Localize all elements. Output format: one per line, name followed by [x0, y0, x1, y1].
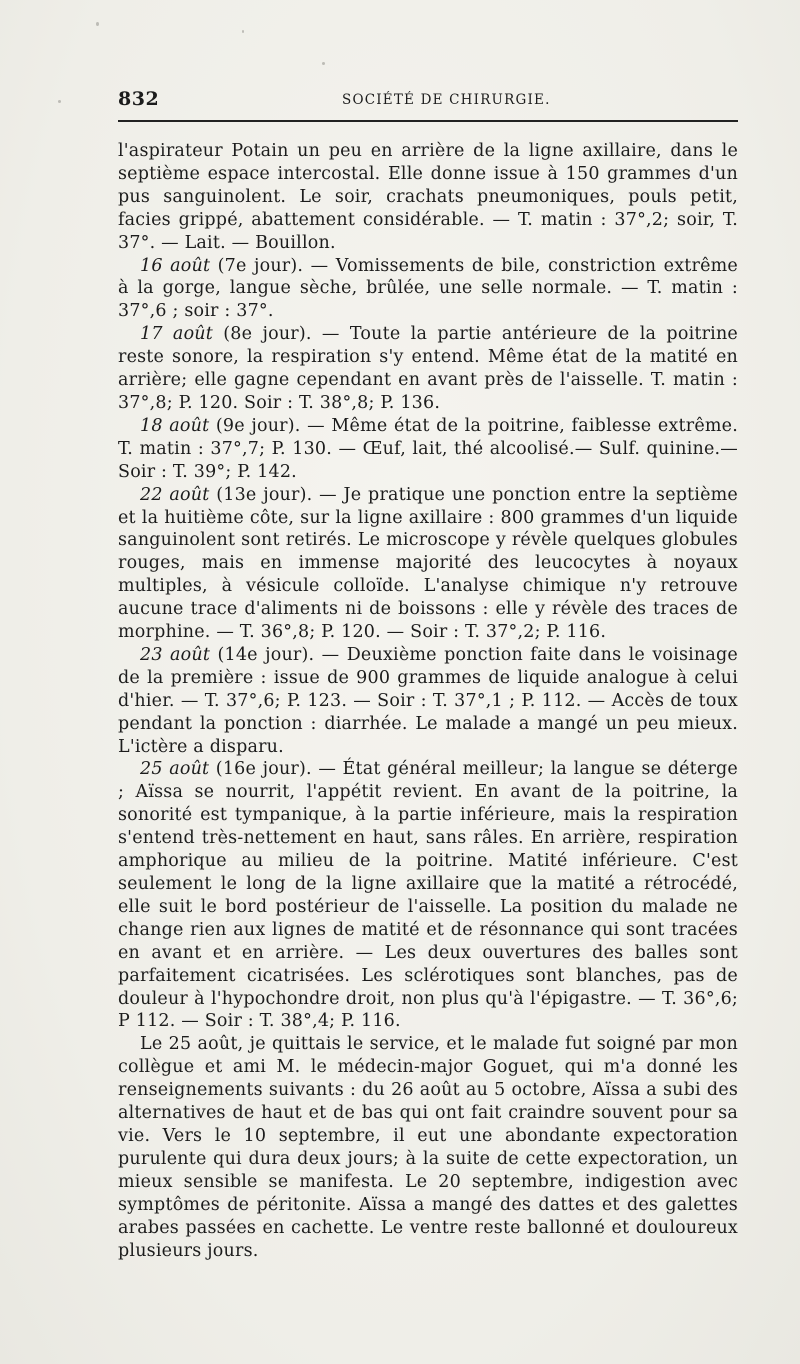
paragraph-text: (9e jour). — Même état de la poitrine, faiblesse extrême. T. matin : 37°,7; P. 130. — Œuf, lait, thé alcoolisé.— Sulf. quinine.— Soir : T. 39°; P. 142.	[118, 415, 738, 482]
paragraph-text: (8e jour). — Toute la partie antérieure de la poitrine reste sonore, la respiration s'y entend. Même état de la matité en arrière; elle gagne cependant en avant près de l'aisselle. T. matin : 37°,8; P. 120. Soir : T. 38°,8; P. 136.	[118, 324, 738, 413]
paragraph-text: l'aspirateur Potain un peu en arrière de la ligne axillaire, dans le septième espace intercostal. Elle donne issue à 150 grammes d'un pus sanguinolent. Le soir, crachats pneumoniques, pouls petit, facies grippé, abattement considérable. — T. matin : 37°,2; soir, T. 37°. — Lait. — Bouillon.	[118, 141, 738, 253]
paragraph	[118, 644, 738, 759]
paragraph	[118, 140, 738, 255]
paragraph	[118, 255, 738, 324]
entry-date: 17 août	[140, 324, 214, 345]
entry-date: 18 août	[140, 415, 210, 436]
entry-date: 22 août	[140, 484, 210, 505]
entry-date: 25 août	[140, 759, 210, 780]
paper-speck	[242, 30, 244, 33]
paragraph	[118, 1033, 738, 1262]
paper-speck	[322, 62, 325, 65]
paragraph	[118, 484, 738, 644]
paper-speck	[58, 100, 61, 103]
paragraph-text: (16e jour). — État général meilleur; la langue se déterge ; Aïssa se nourrit, l'appétit revient. En avant de la poitrine, la sonorité est tympanique, à la partie inférieure, mais la respiration s'entend très-nettement en haut, sans râles. En arrière, respiration amphorique au milieu de la poitrine. Matité inférieure. C'est seulement le long de la ligne axillaire que la matité a rétrocédé, elle suit le bord postérieur de l'aisselle. La position du malade ne change rien aux lignes de matité et de résonnance qui sont tracées en avant et en arrière. — Les deux ouvertures des balles sont parfaitement cicatrisées. Les sclérotiques sont blanches, pas de douleur à l'hypochondre droit, non plus qu'à l'épigastre. — T. 36°,6; P 112. — Soir : T. 38°,4; P. 116.	[118, 759, 738, 1032]
page-header	[118, 86, 738, 122]
running-title: SOCIÉTÉ DE CHIRURGIE.	[342, 92, 551, 108]
paragraph-text: (13e jour). — Je pratique une ponction entre la septième et la huitième côte, sur la ligne axillaire : 800 grammes d'un liquide sanguinolent sont retirés. Le microscope y révèle quelques globules rouges, mais en immense majorité des leucocytes à noyaux multiples, à vésicule colloïde. L'analyse chimique n'y retrouve aucune trace d'aliments ni de boissons : elle y révèle des traces de morphine. — T. 36°,8; P. 120. — Soir : T. 37°,2; P. 116.	[118, 484, 738, 643]
page-number: 832	[118, 88, 160, 110]
paragraph-text: (14e jour). — Deuxième ponction faite dans le voisinage de la première : issue de 900 grammes de liquide analogue à celui d'hier. — T. 37°,6; P. 123. — Soir : T. 37°,1 ; P. 112. — Accès de toux pendant la ponction : diarrhée. Le malade a mangé un peu mieux. L'ictère a disparu.	[118, 644, 738, 757]
paragraph	[118, 323, 738, 415]
body-text	[118, 140, 738, 1262]
entry-date: 23 août	[140, 644, 211, 665]
paragraph-text: (7e jour). — Vomissements de bile, constriction extrême à la gorge, langue sèche, brûlée, une selle normale. — T. matin : 37°,6 ; soir : 37°.	[118, 255, 738, 322]
paragraph	[118, 415, 738, 484]
entry-date: 16 août	[140, 255, 211, 276]
paragraph-text: Le 25 août, je quittais le service, et le malade fut soigné par mon collègue et ami M. le médecin-major Goguet, qui m'a donné les renseignements suivants : du 26 août au 5 octobre, Aïssa a subi des alternatives de haut et de bas qui ont fait craindre souvent pour sa vie. Vers le 10 septembre, il eut une abondante expectoration purulente qui dura deux jours; à la suite de cette expectoration, un mieux sensible se manifesta. Le 20 septembre, indigestion avec symptômes de péritonite. Aïssa a mangé des dattes et des galettes arabes passées en cachette. Le ventre reste ballonné et douloureux plusieurs jours.	[118, 1034, 738, 1261]
paper-speck	[96, 22, 99, 26]
paragraph	[118, 758, 738, 1033]
